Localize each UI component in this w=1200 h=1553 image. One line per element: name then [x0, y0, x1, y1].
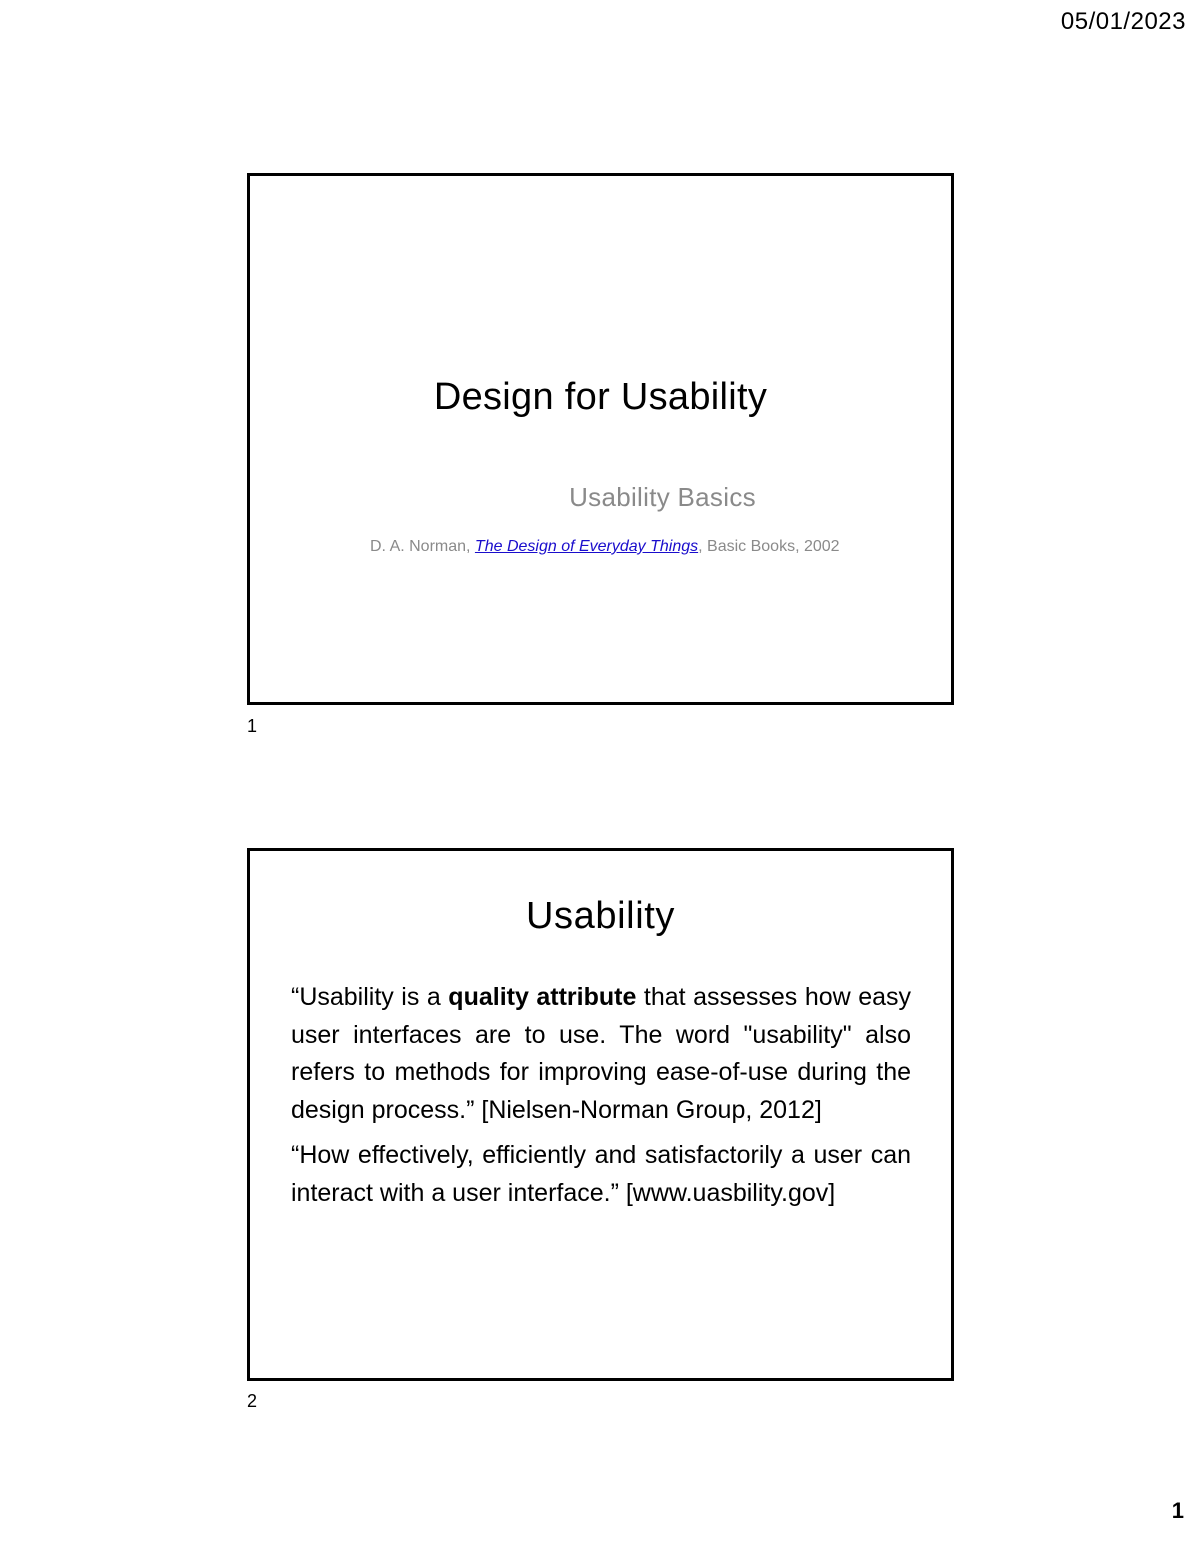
slide-1	[247, 173, 954, 705]
slide-1-subtitle: Usability Basics	[569, 482, 756, 512]
page-date: 05/01/2023	[1060, 8, 1186, 35]
quote-nielsen	[291, 979, 911, 1129]
page-number: 1	[1171, 1498, 1184, 1523]
slide-2-title: Usability	[526, 895, 675, 937]
quote-nielsen-after: that assesses how easy user interfaces are to use. The word "usability" also refers to methods for improving ease-of-use during the design process.” [Nielsen-Norman Group, 2012]	[291, 983, 911, 1124]
slide-2-number: 2	[247, 1391, 258, 1411]
quote-usability-gov: “How effectively, efficiently and satisfactorily a user can interact with a user interface.” [www.uasbility.gov]	[291, 1141, 911, 1207]
book-title-link[interactable]: The Design of Everyday Things	[474, 538, 699, 555]
slide-1-reference	[370, 538, 840, 556]
quote-nielsen-bold: quality attribute	[448, 983, 637, 1011]
slide-2-body	[291, 979, 911, 1220]
reference-prefix: D. A. Norman,	[370, 538, 475, 555]
slide-1-title: Design for Usability	[433, 376, 768, 418]
reference-suffix: , Basic Books, 2002	[698, 538, 840, 555]
quote-nielsen-before: “Usability is a	[291, 983, 449, 1011]
slide-2	[247, 848, 954, 1381]
slide-1-number: 1	[247, 716, 258, 736]
